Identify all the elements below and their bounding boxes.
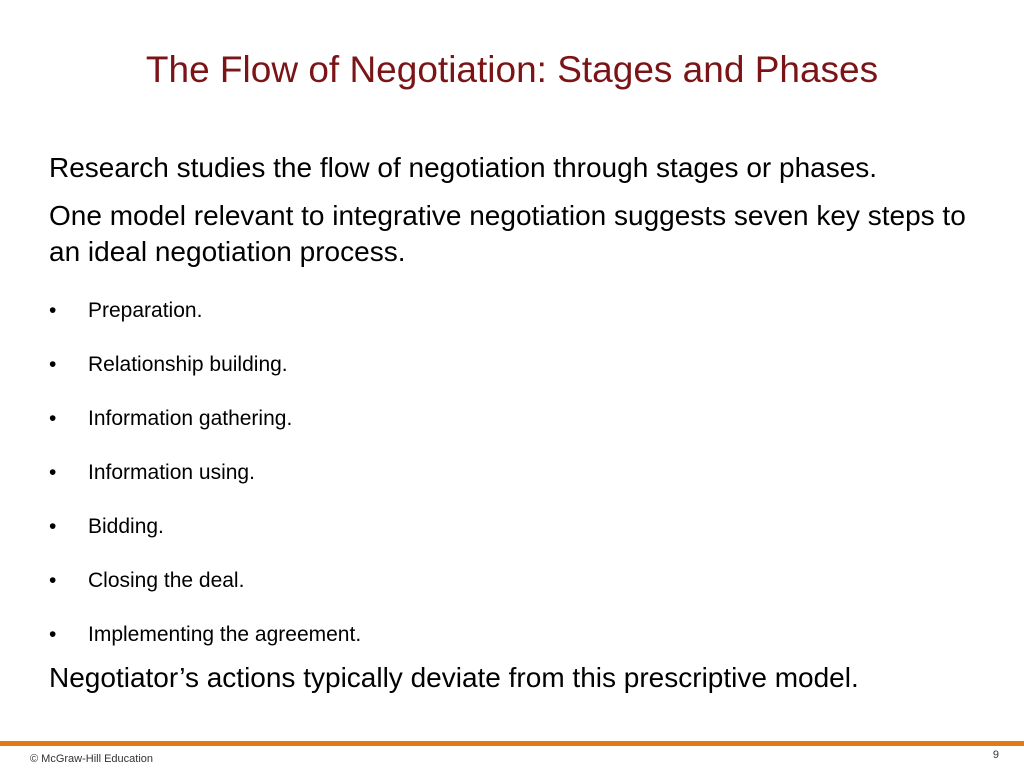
list-item-label: Closing the deal. [88,569,245,592]
list-item-label: Information gathering. [88,407,293,430]
list-item-label: Information using. [88,461,255,484]
bullet-icon: • [49,407,57,430]
bullet-icon: • [49,515,57,538]
copyright-notice: © McGraw-Hill Education [30,753,154,765]
bullet-icon: • [49,299,57,322]
steps-list [49,296,949,674]
bullet-icon: • [49,353,57,376]
footer-divider [0,741,1024,746]
page-number: 9 [992,749,999,761]
list-item [49,512,949,566]
bullet-icon: • [49,569,57,592]
bullet-icon: • [49,461,57,484]
slide-title: The Flow of Negotiation: Stages and Phases [145,49,879,90]
intro-paragraphs [49,150,989,270]
list-item-label: Bidding. [88,515,164,538]
list-item-label: Relationship building. [88,353,288,376]
list-item-label: Preparation. [88,299,203,322]
model-paragraph: One model relevant to integrative negotiation suggests seven key steps to an ideal negotiation process. [49,200,966,267]
list-item [49,566,949,620]
intro-paragraph: Research studies the flow of negotiation through stages or phases. [49,152,878,183]
list-item [49,404,949,458]
list-item [49,350,949,404]
bullet-icon: • [49,623,57,646]
closing-paragraph: Negotiator’s actions typically deviate from this prescriptive model. [49,662,859,693]
list-item [49,296,949,350]
list-item [49,458,949,512]
list-item-label: Implementing the agreement. [88,623,362,646]
